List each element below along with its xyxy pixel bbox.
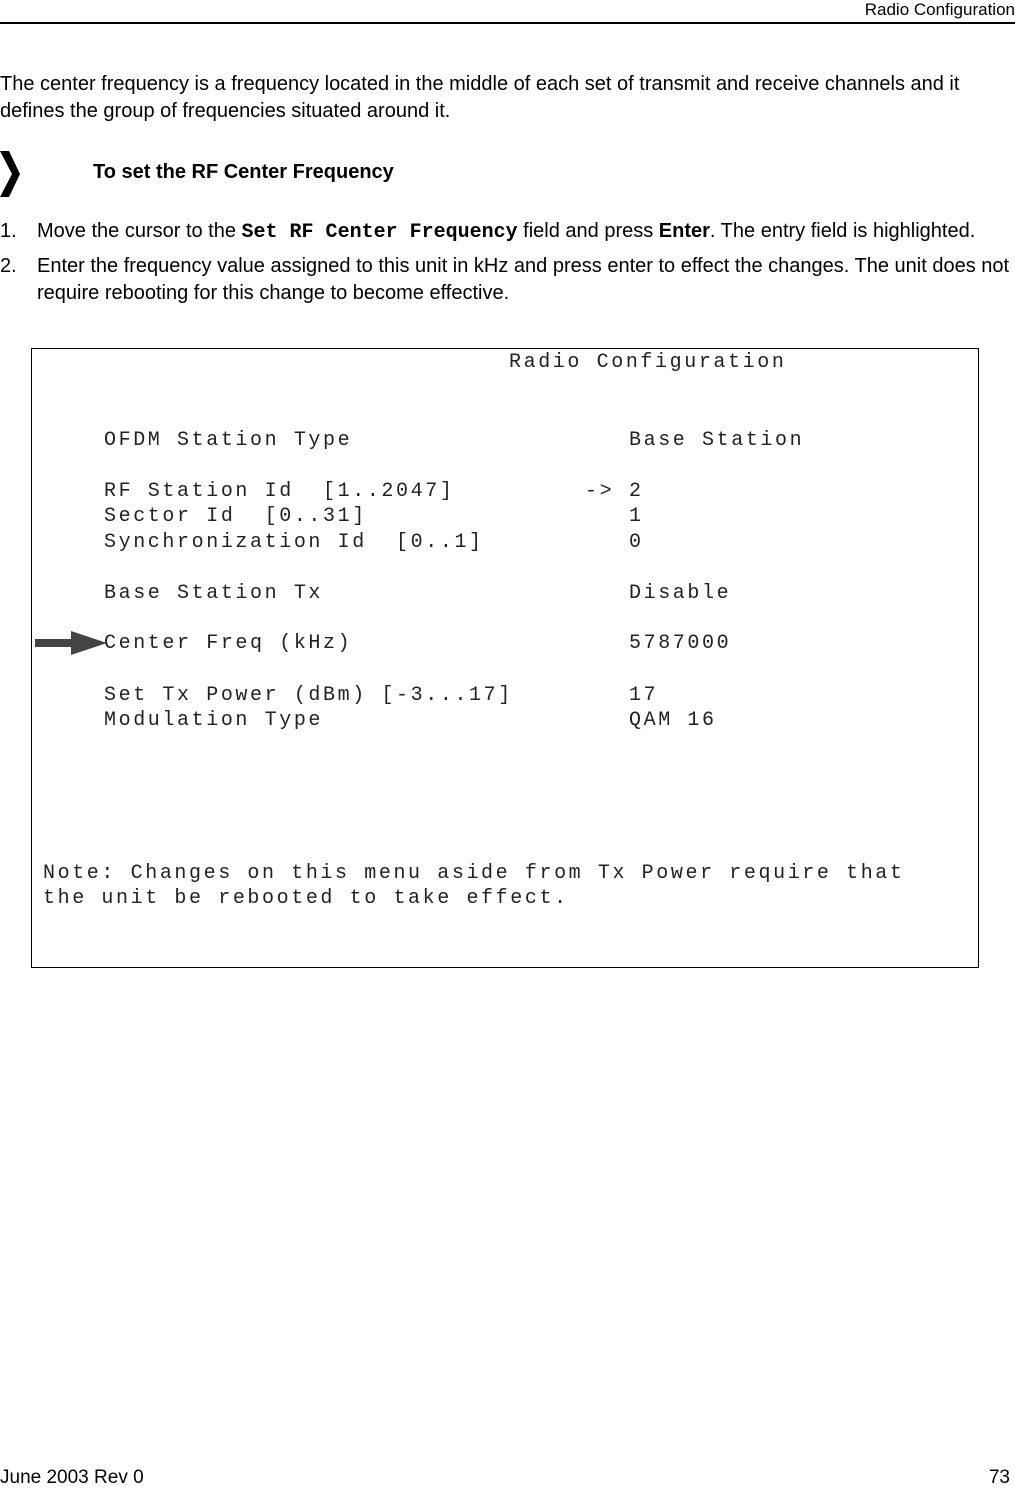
footer-date-revision: June 2003 Rev 0 [0, 1467, 144, 1488]
value-sector-id[interactable]: 1 [629, 505, 644, 528]
label-station-type: OFDM Station Type [104, 429, 353, 452]
value-center-freq[interactable]: 5787000 [629, 632, 732, 655]
value-sync-id[interactable]: 0 [629, 531, 644, 554]
step-text: Move the cursor to the [37, 220, 242, 242]
step-number: 2. [0, 255, 17, 277]
step-1 [0, 218, 1010, 246]
terminal-screen [31, 348, 979, 968]
screen-note-line-1: Note: Changes on this menu aside from Tx Power require that [43, 862, 905, 885]
key-name: Enter [658, 220, 710, 242]
value-modulation-type[interactable]: QAM 16 [629, 709, 717, 732]
step-2 [0, 253, 1010, 307]
procedure-heading: To set the RF Center Frequency [93, 161, 394, 183]
step-number: 1. [0, 220, 17, 242]
step-text: . The entry field is highlighted. [709, 220, 976, 242]
running-header: Radio Configuration [864, 0, 1015, 19]
page-number: 73 [988, 1467, 1010, 1488]
value-rf-station-id[interactable]: 2 [629, 480, 644, 503]
screen-note-line-2: the unit be rebooted to take effect. [43, 887, 569, 910]
value-base-station-tx[interactable]: Disable [629, 582, 732, 605]
procedure-arrow-icon [0, 151, 22, 197]
cursor-arrow-icon [35, 629, 109, 657]
label-sync-id: Synchronization Id [0..1] [104, 531, 484, 554]
label-sector-id: Sector Id [0..31] [104, 505, 367, 528]
selection-marker: -> [585, 480, 615, 503]
step-list [0, 218, 1010, 314]
label-rf-station-id: RF Station Id [1..2047] [104, 480, 455, 503]
intro-paragraph: The center frequency is a frequency located in the middle of each set of transmit and receive channels and it defines the group of frequencies situated around it. [0, 73, 960, 122]
label-center-freq: Center Freq (kHz) [104, 632, 353, 655]
label-modulation-type: Modulation Type [104, 709, 324, 732]
step-text: field and press [517, 220, 659, 242]
header-rule [0, 22, 1015, 24]
label-tx-power: Set Tx Power (dBm) [-3...17] [104, 684, 513, 707]
screen-title: Radio Configuration [509, 351, 787, 374]
value-tx-power[interactable]: 17 [629, 684, 659, 707]
value-station-type[interactable]: Base Station [629, 429, 805, 452]
label-base-station-tx: Base Station Tx [104, 582, 324, 605]
step-text: Enter the frequency value assigned to this unit in kHz and press enter to effect the changes. The unit does not require rebooting for this change to become effective. [37, 255, 1010, 304]
field-name-code: Set RF Center Frequency [241, 221, 518, 244]
